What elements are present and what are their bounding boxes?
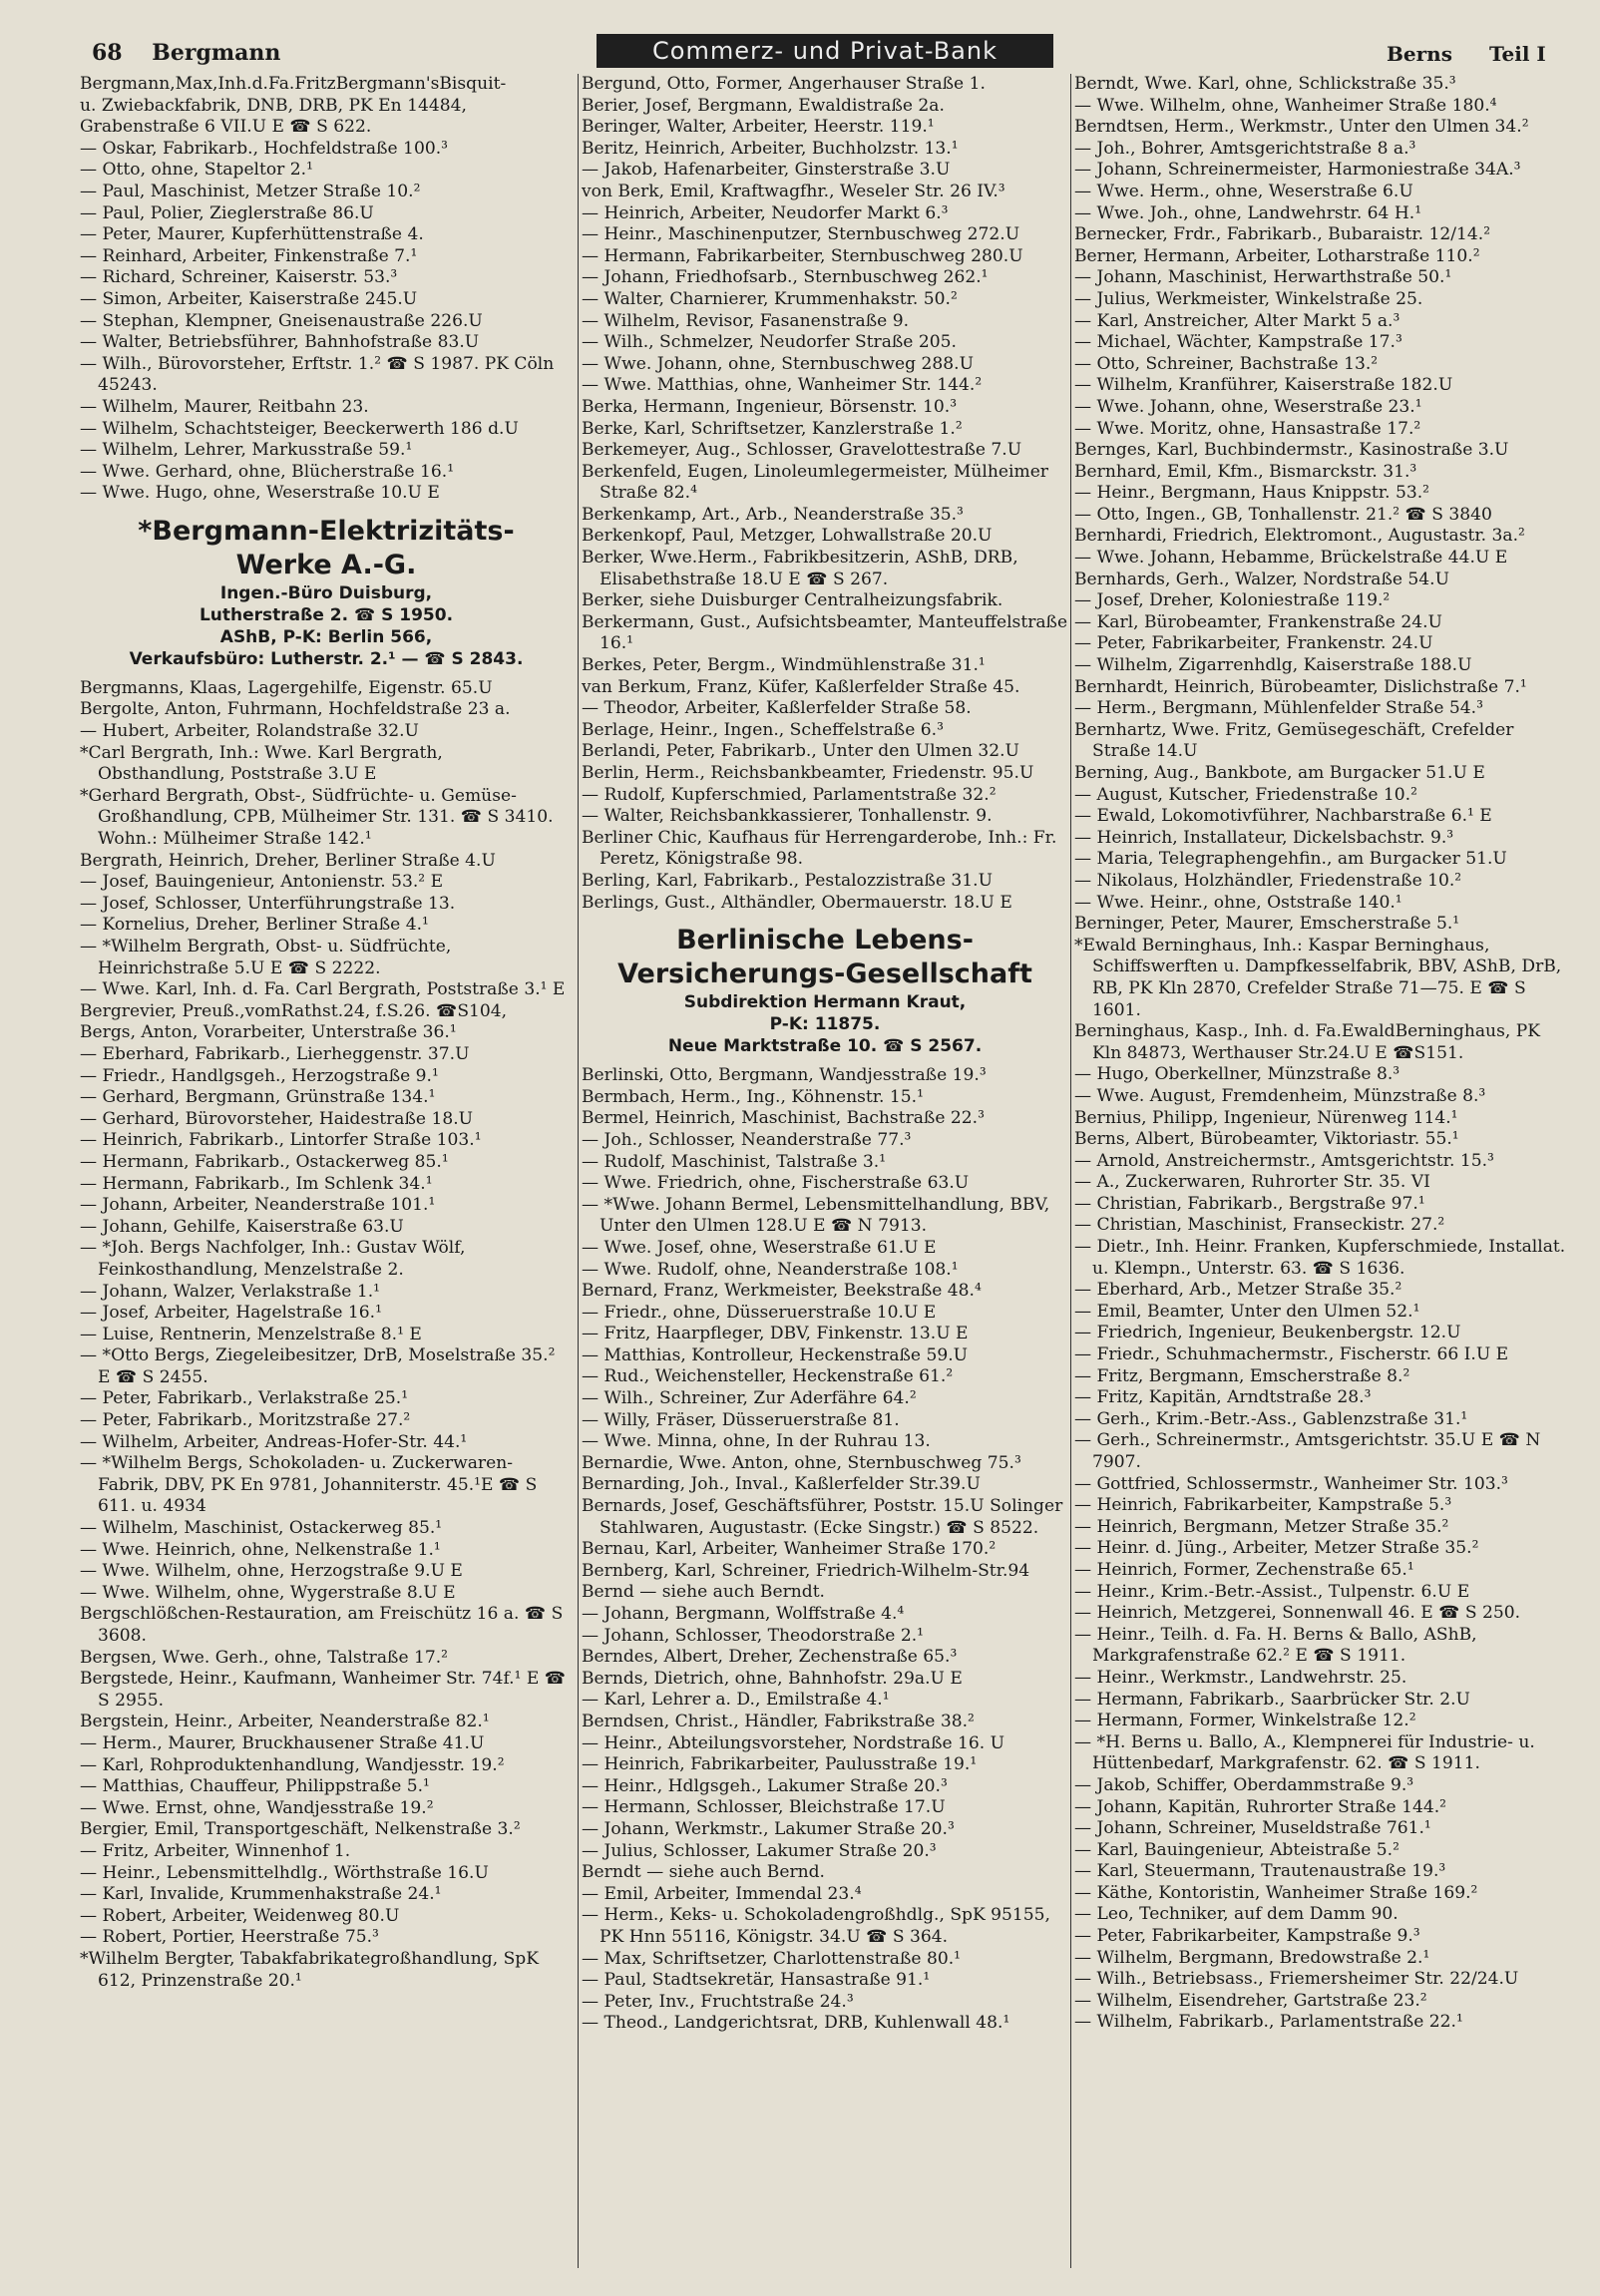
directory-entry: Bergsen, Wwe. Gerh., ohne, Talstraße 17.² bbox=[80, 1647, 449, 1668]
directory-entry: — Wwe. Rudolf, ohne, Neanderstraße 108.¹ bbox=[582, 1259, 959, 1280]
directory-entry: Berkenkopf, Paul, Metzger, Lohwallstraße 20.U bbox=[582, 526, 993, 547]
directory-entry: — Johann, Werkmstr., Lakumer Straße 20.³ bbox=[582, 1818, 955, 1839]
directory-entry: Grabenstraße 6 VII.U E ☎ S 622. bbox=[80, 117, 372, 138]
directory-entry: Bernardie, Wwe. Anton, ohne, Sternbuschweg 75.³ bbox=[582, 1452, 1021, 1473]
directory-entry: — Eberhard, Arb., Metzer Straße 35.² bbox=[1074, 1280, 1402, 1301]
directory-entry: — Heinr., Abteilungsvorsteher, Nordstraße 16. U bbox=[582, 1732, 1005, 1753]
advertisement-line: AShB, P-K: Berlin 566, bbox=[219, 626, 433, 647]
directory-entry: — Nikolaus, Holzhändler, Friedenstraße 10.² bbox=[1074, 870, 1462, 891]
directory-entry: — Hermann, Schlosser, Bleichstraße 17.U bbox=[582, 1797, 946, 1818]
directory-column-2 bbox=[578, 74, 1073, 2268]
directory-entry: — Fritz, Haarpfleger, DBV, Finkenstr. 13.U E bbox=[582, 1324, 969, 1344]
directory-column-1 bbox=[80, 74, 573, 2268]
directory-entry: — Otto, Schreiner, Bachstraße 13.² bbox=[1074, 353, 1379, 374]
directory-entry: — Herm., Keks- u. Schokoladengroßhdlg., SpK 95155, PK Hnn 55116, Königstr. 34.U ☎ S 364. bbox=[582, 1905, 1056, 1947]
directory-entry: — Wilh., Schmelzer, Neudorfer Straße 205. bbox=[582, 332, 957, 353]
directory-entry: — Emil, Beamter, Unter den Ulmen 52.¹ bbox=[1074, 1301, 1420, 1322]
directory-entry: — Hugo, Oberkellner, Münzstraße 8.³ bbox=[1074, 1064, 1400, 1085]
directory-entry: — Gerh., Krim.-Betr.-Ass., Gablenzstraße 31.¹ bbox=[1074, 1408, 1468, 1429]
directory-entry: — Johann, Gehilfe, Kaiserstraße 63.U bbox=[80, 1216, 404, 1237]
directory-entry: Bergstede, Heinr., Kaufmann, Wanheimer Str. 74f.¹ E ☎ S 2955. bbox=[80, 1669, 572, 1711]
directory-entry: — Heinrich, Bergmann, Metzer Straße 35.² bbox=[1074, 1516, 1449, 1537]
directory-entry: — Wilhelm, Eisendreher, Gartstraße 23.² bbox=[1074, 1990, 1427, 2011]
directory-entry: Bernberg, Karl, Schreiner, Friedrich-Wilhelm-Str.94 bbox=[582, 1560, 1030, 1581]
directory-entry: — Friedr., ohne, Düsseruerstraße 10.U E bbox=[582, 1302, 937, 1323]
directory-entry: Berns, Albert, Bürobeamter, Viktoriastr. 55.¹ bbox=[1074, 1129, 1459, 1150]
directory-entry: — Wilhelm, Arbeiter, Andreas-Hofer-Str. 44.¹ bbox=[80, 1431, 468, 1452]
directory-entry: — Joh., Schlosser, Neanderstraße 77.³ bbox=[582, 1129, 912, 1150]
directory-entry: — Wilhelm, Maschinist, Ostackerweg 85.¹ bbox=[80, 1518, 443, 1539]
directory-entry: Bernard, Franz, Werkmeister, Beekstraße 48.⁴ bbox=[582, 1281, 982, 1302]
bank-banner: Commerz- und Privat-Bank bbox=[597, 34, 1053, 68]
directory-entry: — Wwe. August, Fremdenheim, Münzstraße 8.³ bbox=[1074, 1085, 1486, 1106]
directory-entry: Berninger, Peter, Maurer, Emscherstraße 5.¹ bbox=[1074, 914, 1460, 935]
directory-entry: — Fritz, Kapitän, Arndtstraße 28.³ bbox=[1074, 1387, 1372, 1408]
directory-entry: — Johann, Arbeiter, Neanderstraße 101.¹ bbox=[80, 1195, 436, 1216]
directory-entry: Bergstein, Heinr., Arbeiter, Neanderstraße 82.¹ bbox=[80, 1712, 490, 1732]
page-header-right bbox=[1357, 42, 1546, 66]
directory-entry: — Oskar, Fabrikarb., Hochfeldstraße 100.³ bbox=[80, 138, 448, 159]
directory-entry: Berling, Karl, Fabrikarb., Pestalozzistraße 31.U bbox=[582, 870, 993, 891]
directory-entry: — Wilhelm, Fabrikarb., Parlamentstraße 22.¹ bbox=[1074, 2012, 1463, 2033]
directory-entry: — Christian, Maschinist, Franseckistr. 27.² bbox=[1074, 1215, 1445, 1236]
directory-entry: — Wwe. Joh., ohne, Landwehrstr. 64 H.¹ bbox=[1074, 202, 1422, 223]
directory-entry: — Johann, Walzer, Verlakstraße 1.¹ bbox=[80, 1281, 380, 1302]
directory-entry: — Karl, Bauingenieur, Abteistraße 5.² bbox=[1074, 1839, 1400, 1860]
directory-entry: — Peter, Fabrikarbeiter, Kampstraße 9.³ bbox=[1074, 1926, 1420, 1947]
directory-entry: Berndes, Albert, Dreher, Zechenstraße 65.³ bbox=[582, 1647, 958, 1668]
directory-entry: — Jakob, Schiffer, Oberdammstraße 9.³ bbox=[1074, 1774, 1414, 1795]
directory-entry: u. Zwiebackfabrik, DNB, DRB, PK En 14484, bbox=[80, 95, 467, 116]
directory-entry: — Jakob, Hafenarbeiter, Ginsterstraße 3.U bbox=[582, 160, 951, 181]
directory-entry: Berker, Wwe.Herm., Fabrikbesitzerin, AShB, DRB, Elisabethstraße 18.U E ☎ S 267. bbox=[582, 548, 1024, 589]
directory-entry: — Robert, Portier, Heerstraße 75.³ bbox=[80, 1927, 379, 1948]
directory-entry: — Julius, Schlosser, Lakumer Straße 20.³ bbox=[582, 1840, 937, 1861]
directory-entry: *Ewald Berninghaus, Inh.: Kaspar Berninghaus, Schiffswerften u. Dampfkesselfabrik, BBV, AShB, DrB, RB, PK Kln 2870, Crefelder Straße 71—75. E ☎ S 1601. bbox=[1074, 935, 1567, 1020]
directory-entry: van Berkum, Franz, Küfer, Kaßlerfelder Straße 45. bbox=[582, 676, 1020, 697]
directory-entry: — A., Zuckerwaren, Ruhrorter Str. 35. VI bbox=[1074, 1172, 1430, 1193]
directory-entry: — Willy, Fräser, Düsseruerstraße 81. bbox=[582, 1409, 900, 1430]
directory-entry: Bernius, Philipp, Ingenieur, Nürenweg 114.¹ bbox=[1074, 1107, 1458, 1128]
directory-entry: — Heinr., Werkmstr., Landwehrstr. 25. bbox=[1074, 1667, 1407, 1688]
directory-entry: — Peter, Fabrikarb., Verlakstraße 25.¹ bbox=[80, 1388, 409, 1409]
directory-entry: — Peter, Fabrikarbeiter, Frankenstr. 24.U bbox=[1074, 633, 1433, 654]
directory-entry: — Hermann, Fabrikarb., Saarbrücker Str. 2.U bbox=[1074, 1689, 1470, 1710]
directory-entry: — Wwe. Moritz, ohne, Hansastraße 17.² bbox=[1074, 418, 1421, 439]
page-number: 68 bbox=[92, 40, 123, 66]
directory-entry: Bermbach, Herm., Ing., Köhnenstr. 15.¹ bbox=[582, 1086, 924, 1107]
directory-entry: — Wwe. Wilhelm, ohne, Herzogstraße 9.U E bbox=[80, 1561, 463, 1582]
directory-entry: Berndsen, Christ., Händler, Fabrikstraße 38.² bbox=[582, 1711, 975, 1731]
directory-entry: — Heinr. d. Jüng., Arbeiter, Metzer Straße 35.² bbox=[1074, 1538, 1479, 1559]
advertisement-line: Verkaufsbüro: Lutherstr. 2.¹ — ☎ S 2843. bbox=[129, 648, 524, 669]
directory-entry: — *Wwe. Johann Bermel, Lebensmittelhandlung, BBV, Unter den Ulmen 128.U E ☎ N 7913. bbox=[582, 1194, 1055, 1237]
directory-entry: — Herm., Maurer, Bruckhausener Straße 41.U bbox=[80, 1732, 485, 1753]
directory-entry: — Hermann, Fabrikarbeiter, Sternbuschweg 280.U bbox=[582, 245, 1023, 266]
directory-entry: — Peter, Inv., Fruchtstraße 24.³ bbox=[582, 1991, 854, 2012]
directory-entry: — Reinhard, Arbeiter, Finkenstraße 7.¹ bbox=[80, 245, 418, 266]
directory-entry: — Kornelius, Dreher, Berliner Straße 4.¹ bbox=[80, 915, 429, 936]
directory-entry: — Fritz, Bergmann, Emscherstraße 8.² bbox=[1074, 1365, 1410, 1386]
directory-entry: — Simon, Arbeiter, Kaiserstraße 245.U bbox=[80, 288, 418, 309]
directory-entry: — Wwe. Ernst, ohne, Wandjesstraße 19.² bbox=[80, 1797, 434, 1818]
directory-entry: — Wwe. Minna, ohne, In der Ruhrau 13. bbox=[582, 1431, 931, 1452]
directory-entry: — Wwe. Hugo, ohne, Weserstraße 10.U E bbox=[80, 483, 440, 504]
directory-entry: — Michael, Wächter, Kampstraße 17.³ bbox=[1074, 332, 1402, 353]
directory-entry: Bernards, Josef, Geschäftsführer, Poststr. 15.U Solinger Stahlwaren, Augustastr. (Ecke Singstr.) ☎ S 8522. bbox=[582, 1496, 1068, 1538]
directory-entry: — Heinrich, Arbeiter, Neudorfer Markt 6.³ bbox=[582, 202, 949, 223]
directory-entry: — Heinr., Bergmann, Haus Knippstr. 53.² bbox=[1074, 483, 1429, 504]
directory-entry: Berninghaus, Kasp., Inh. d. Fa.EwaldBerninghaus, PK Kln 84873, Werthauser Str.24.U E ☎S151. bbox=[1074, 1021, 1546, 1063]
directory-entry: von Berk, Emil, Kraftwagfhr., Weseler Str. 26 IV.³ bbox=[582, 181, 1005, 201]
directory-entry: — Heinrich, Metzgerei, Sonnenwall 46. E ☎ S 250. bbox=[1074, 1603, 1521, 1624]
directory-entry: — Richard, Schreiner, Kaiserstr. 53.³ bbox=[80, 267, 398, 288]
directory-entry: — Paul, Polier, Zieglerstraße 86.U bbox=[80, 202, 374, 223]
directory-entry: — Friedr., Handlgsgeh., Herzogstraße 9.¹ bbox=[80, 1065, 439, 1086]
directory-entry: — Peter, Fabrikarb., Moritzstraße 27.² bbox=[80, 1410, 411, 1431]
directory-entry: — *Wilhelm Bergrath, Obst- u. Südfrüchte, Heinrichstraße 5.U E ☎ S 2222. bbox=[80, 937, 457, 978]
directory-entry: — Johann, Bergmann, Wolffstraße 4.⁴ bbox=[582, 1604, 905, 1624]
advertisement-line: Lutherstraße 2. ☎ S 1950. bbox=[199, 604, 454, 625]
directory-entry: Bernau, Karl, Arbeiter, Wanheimer Straße 170.² bbox=[582, 1539, 997, 1560]
directory-entry: Berndt, Wwe. Karl, ohne, Schlickstraße 35.³ bbox=[1074, 74, 1456, 94]
directory-entry: Bernhard, Emil, Kfm., Bismarckstr. 31.³ bbox=[1074, 461, 1417, 482]
directory-entry: — Hermann, Fabrikarb., Ostackerweg 85.¹ bbox=[80, 1151, 449, 1172]
directory-entry: Berndtsen, Herm., Werkmstr., Unter den Ulmen 34.² bbox=[1074, 117, 1529, 138]
directory-entry: — Matthias, Chauffeur, Philippstraße 5.¹ bbox=[80, 1776, 430, 1797]
directory-entry: — Wwe. Johann, ohne, Sternbuschweg 288.U bbox=[582, 353, 975, 374]
directory-entry: — Hubert, Arbeiter, Rolandstraße 32.U bbox=[80, 721, 419, 742]
directory-entry: — *Otto Bergs, Ziegeleibesitzer, DrB, Moselstraße 35.² E ☎ S 2455. bbox=[80, 1345, 561, 1387]
directory-entry: — Heinrich, Former, Zechenstraße 65.¹ bbox=[1074, 1559, 1414, 1580]
directory-entry: — Peter, Maurer, Kupferhüttenstraße 4. bbox=[80, 224, 424, 245]
directory-entry: — Wwe. Matthias, ohne, Wanheimer Str. 144.² bbox=[582, 375, 983, 396]
directory-entry: *Gerhard Bergrath, Obst-, Südfrüchte- u. Gemüse-Großhandlung, CPB, Mülheimer Str. 131. ☎ S 3410. Wohn.: Mülheimer Straße 142.¹ bbox=[80, 785, 559, 850]
directory-entry: Bergier, Emil, Transportgeschäft, Nelkenstraße 3.² bbox=[80, 1819, 521, 1840]
directory-entry: — Friedr., Schuhmachermstr., Fischerstr. 66 I.U E bbox=[1074, 1344, 1509, 1365]
directory-entry: — Heinr., Lebensmittelhdlg., Wörthstraße 16.U bbox=[80, 1862, 489, 1883]
directory-entry: — Wwe. Karl, Inh. d. Fa. Carl Bergrath, Poststraße 3.¹ E bbox=[80, 979, 566, 1000]
page-header-left bbox=[92, 40, 302, 66]
directory-entry: Berlandi, Peter, Fabrikarb., Unter den Ulmen 32.U bbox=[582, 741, 1019, 762]
advertisement-line: Berlinische Lebens- bbox=[676, 925, 974, 957]
advertisement-line: Werke A.-G. bbox=[235, 549, 417, 580]
directory-entry: *Wilhelm Bergter, Tabakfabrikategroßhandlung, SpK 612, Prinzenstraße 20.¹ bbox=[80, 1948, 545, 1991]
directory-entry: Bernhardi, Friedrich, Elektromont., Augustastr. 3a.² bbox=[1074, 526, 1525, 547]
directory-entry: — Walter, Reichsbankkassierer, Tonhallenstr. 9. bbox=[582, 806, 993, 827]
directory-entry: — Wwe. Friedrich, ohne, Fischerstraße 63.U bbox=[582, 1173, 970, 1194]
directory-entry: — Wilhelm, Zigarrenhdlg, Kaiserstraße 188.U bbox=[1074, 655, 1472, 676]
directory-entry: Bernhartz, Wwe. Fritz, Gemüsegeschäft, Crefelder Straße 14.U bbox=[1074, 719, 1519, 762]
directory-entry: Bernecker, Frdr., Fabrikarb., Bubaraistr. 12/14.² bbox=[1074, 224, 1491, 245]
directory-entry: — Emil, Arbeiter, Immendal 23.⁴ bbox=[582, 1883, 862, 1904]
directory-entry: — Wilhelm, Kranführer, Kaiserstraße 182.U bbox=[1074, 375, 1453, 396]
directory-entry: — Christian, Fabrikarb., Bergstraße 97.¹ bbox=[1074, 1193, 1425, 1214]
directory-entry: — Käthe, Kontoristin, Wanheimer Straße 169.² bbox=[1074, 1882, 1478, 1903]
directory-entry: Beringer, Walter, Arbeiter, Heerstr. 119.¹ bbox=[582, 117, 935, 138]
directory-entry: — Walter, Charnierer, Krummenhakstr. 50.² bbox=[582, 288, 958, 309]
directory-entry: — Luise, Rentnerin, Menzelstraße 8.¹ E bbox=[80, 1324, 422, 1344]
directory-entry: — Wwe. Johann, Hebamme, Brückelstraße 44.U E bbox=[1074, 548, 1508, 569]
directory-entry: — Rudolf, Kupferschmied, Parlamentstraße 32.² bbox=[582, 784, 997, 805]
directory-entry: — August, Kutscher, Friedenstraße 10.² bbox=[1074, 784, 1417, 805]
directory-entry: Bernges, Karl, Buchbindermstr., Kasinostraße 3.U bbox=[1074, 440, 1509, 461]
directory-entry: — Karl, Steuermann, Trautenaustraße 19.³ bbox=[1074, 1861, 1446, 1882]
directory-entry: — Wwe. Johann, ohne, Weserstraße 23.¹ bbox=[1074, 396, 1422, 417]
directory-entry: — Wilhelm, Schachtsteiger, Beeckerwerth 186 d.U bbox=[80, 418, 519, 439]
directory-entry: — Paul, Stadtsekretär, Hansastraße 91.¹ bbox=[582, 1970, 931, 1991]
directory-entry: — Friedrich, Ingenieur, Beukenbergstr. 12.U bbox=[1074, 1323, 1461, 1343]
directory-entry: — Heinr., Krim.-Betr.-Assist., Tulpenstr. 6.U E bbox=[1074, 1581, 1470, 1602]
directory-entry: Berkemeyer, Aug., Schlosser, Gravelottestraße 7.U bbox=[582, 440, 1022, 461]
directory-entry: — Johann, Maschinist, Herwarthstraße 50.¹ bbox=[1074, 267, 1452, 288]
header-part: Teil I bbox=[1488, 42, 1546, 66]
directory-entry: — Max, Schriftsetzer, Charlottenstraße 80.¹ bbox=[582, 1948, 961, 1969]
directory-entry: — Wilh., Bürovorsteher, Erftstr. 1.² ☎ S 1987. PK Cöln 45243. bbox=[80, 353, 560, 396]
advertisement-block bbox=[80, 515, 573, 670]
directory-entry: *Carl Bergrath, Inh.: Wwe. Karl Bergrath, Obsthandlung, Poststraße 3.U E bbox=[80, 742, 449, 785]
directory-entry: — Wwe. Wilhelm, ohne, Wanheimer Straße 180.⁴ bbox=[1074, 95, 1497, 116]
advertisement-block bbox=[582, 924, 1068, 1057]
directory-entry: — Wilh., Schreiner, Zur Aderfähre 64.² bbox=[582, 1388, 917, 1409]
advertisement-line: Subdirektion Hermann Kraut, bbox=[683, 992, 967, 1013]
directory-entry: — Hermann, Former, Winkelstraße 12.² bbox=[1074, 1711, 1416, 1731]
directory-entry: — Fritz, Arbeiter, Winnenhof 1. bbox=[80, 1840, 351, 1861]
directory-entry: — Wilhelm, Maurer, Reitbahn 23. bbox=[80, 396, 369, 417]
directory-entry: — Johann, Friedhofsarb., Sternbuschweg 262.¹ bbox=[582, 267, 989, 288]
directory-entry: — Karl, Rohproduktenhandlung, Wandjesstr. 19.² bbox=[80, 1754, 505, 1775]
directory-entry: Berkes, Peter, Bergm., Windmühlenstraße 31.¹ bbox=[582, 655, 986, 676]
directory-entry: — Otto, Ingen., GB, Tonhallenstr. 21.² ☎ S 3840 bbox=[1074, 504, 1492, 525]
directory-entry: — Wwe. Wilhelm, ohne, Wygerstraße 8.U E bbox=[80, 1582, 456, 1603]
directory-entry: Berker, siehe Duisburger Centralheizungsfabrik. bbox=[582, 590, 1003, 611]
directory-entry: — Robert, Arbeiter, Weidenweg 80.U bbox=[80, 1905, 400, 1926]
directory-entry: — *Joh. Bergs Nachfolger, Inh.: Gustav Wölf, Feinkosthandlung, Menzelstraße 2. bbox=[80, 1238, 471, 1280]
directory-entry: — Wwe. Herm., ohne, Weserstraße 6.U bbox=[1074, 181, 1413, 201]
directory-entry: — Gerhard, Bergmann, Grünstraße 134.¹ bbox=[80, 1087, 436, 1108]
directory-entry: — Heinrich, Fabrikarb., Lintorfer Straße 103.¹ bbox=[80, 1130, 482, 1151]
directory-entry: Berke, Karl, Schriftsetzer, Kanzlerstraße 1.² bbox=[582, 418, 963, 439]
directory-entry: — Josef, Dreher, Koloniestraße 119.² bbox=[1074, 590, 1391, 611]
directory-entry: — Theod., Landgerichtsrat, DRB, Kuhlenwall 48.¹ bbox=[582, 2013, 1010, 2034]
header-name-right: Berns bbox=[1387, 42, 1452, 66]
directory-entry: — Dietr., Inh. Heinr. Franken, Kupferschmiede, Installat. u. Klempn., Unterstr. 63. ☎ S 1636. bbox=[1074, 1237, 1571, 1279]
directory-entry: — Heinrich, Fabrikarbeiter, Kampstraße 5.³ bbox=[1074, 1495, 1452, 1516]
directory-column-3 bbox=[1070, 74, 1573, 2268]
directory-entry: Berlin, Herm., Reichsbankbeamter, Friedenstr. 95.U bbox=[582, 763, 1034, 783]
directory-entry: Berier, Josef, Bergmann, Ewaldistraße 2a. bbox=[582, 95, 945, 116]
directory-entry: — Stephan, Klempner, Gneisenaustraße 226.U bbox=[80, 310, 483, 331]
directory-entry: Beritz, Heinrich, Arbeiter, Buchholzstr. 13.¹ bbox=[582, 138, 959, 159]
directory-entry: — Wwe. Heinrich, ohne, Nelkenstraße 1.¹ bbox=[80, 1539, 441, 1560]
directory-entry: Bermel, Heinrich, Maschinist, Bachstraße 22.³ bbox=[582, 1108, 985, 1129]
directory-entry: — Leo, Techniker, auf dem Damm 90. bbox=[1074, 1904, 1399, 1925]
advertisement-line: Neue Marktstraße 10. ☎ S 2567. bbox=[667, 1036, 983, 1057]
directory-entry: — Wwe. Gerhard, ohne, Blücherstraße 16.¹ bbox=[80, 461, 455, 482]
directory-entry: — Wilhelm, Bergmann, Bredowstraße 2.¹ bbox=[1074, 1947, 1430, 1968]
directory-entry: — Karl, Lehrer a. D., Emilstraße 4.¹ bbox=[582, 1690, 890, 1711]
directory-entry: — Heinr., Hdlgsgeh., Lakumer Straße 20.³ bbox=[582, 1775, 948, 1796]
directory-entry: — Heinr., Teilh. d. Fa. H. Berns & Ballo, AShB, Markgrafenstraße 62.² E ☎ S 1911. bbox=[1074, 1624, 1483, 1667]
directory-entry: Bergund, Otto, Former, Angerhauser Straße 1. bbox=[582, 74, 986, 94]
directory-entry: — Ewald, Lokomotivführer, Nachbarstraße 6.¹ E bbox=[1074, 806, 1492, 827]
directory-entry: Berlage, Heinr., Ingen., Scheffelstraße 6.³ bbox=[582, 719, 944, 740]
directory-entry: — Hermann, Fabrikarb., Im Schlenk 34.¹ bbox=[80, 1173, 433, 1194]
directory-entry: Berkermann, Gust., Aufsichtsbeamter, Manteuffelstraße 16.¹ bbox=[582, 611, 1073, 654]
directory-entry: Bernhardt, Heinrich, Bürobeamter, Dislichstraße 7.¹ bbox=[1074, 676, 1527, 697]
advertisement-line: P-K: 11875. bbox=[769, 1014, 881, 1035]
advertisement-line: *Bergmann-Elektrizitäts- bbox=[138, 515, 515, 547]
directory-entry: — Heinrich, Fabrikarbeiter, Paulusstraße 19.¹ bbox=[582, 1754, 978, 1775]
directory-entry: Bergschlößchen-Restauration, am Freischütz 16 a. ☎ S 3608. bbox=[80, 1604, 569, 1646]
directory-entry: Bernarding, Joh., Inval., Kaßlerfelder Str.39.U bbox=[582, 1474, 981, 1495]
header-name-left: Bergmann bbox=[152, 40, 281, 66]
directory-entry: — Gerh., Schreinermstr., Amtsgerichtstr. 35.U E ☎ N 7907. bbox=[1074, 1430, 1546, 1472]
directory-entry: Bergs, Anton, Vorarbeiter, Unterstraße 36.¹ bbox=[80, 1022, 457, 1043]
directory-entry: — Matthias, Kontrolleur, Heckenstraße 59.U bbox=[582, 1344, 969, 1365]
directory-entry: — Johann, Schreiner, Museldstraße 761.¹ bbox=[1074, 1818, 1431, 1839]
directory-entry: — *Wilhelm Bergs, Schokoladen- u. Zuckerwaren-Fabrik, DBV, PK En 9781, Johanniterstr. 45.¹E ☎ S 611. u. 4934 bbox=[80, 1453, 543, 1517]
advertisement-line: Versicherungs-Gesellschaft bbox=[617, 958, 1032, 990]
directory-entry: — Karl, Invalide, Krummenhakstraße 24.¹ bbox=[80, 1884, 442, 1905]
advertisement-line: Ingen.-Büro Duisburg, bbox=[219, 582, 433, 603]
directory-entry: Bergrevier, Preuß.,vomRathst.24, f.S.26. ☎S104, bbox=[80, 1000, 508, 1021]
directory-entry: Bergrath, Heinrich, Dreher, Berliner Straße 4.U bbox=[80, 850, 496, 871]
directory-entry: — Karl, Anstreicher, Alter Markt 5 a.³ bbox=[1074, 310, 1400, 331]
directory-entry: Berkenkamp, Art., Arb., Neanderstraße 35.³ bbox=[582, 504, 964, 525]
directory-entry: — *H. Berns u. Ballo, A., Klempnerei für Industrie- u. Hüttenbedarf, Markgrafenstr. 62. ☎ S 1911. bbox=[1074, 1731, 1541, 1774]
directory-entry: — Maria, Telegraphengehfin., am Burgacker 51.U bbox=[1074, 849, 1507, 870]
directory-entry: — Wwe. Heinr., ohne, Oststraße 140.¹ bbox=[1074, 892, 1402, 913]
directory-entry: — Wilh., Betriebsass., Friemersheimer Str. 22/24.U bbox=[1074, 1969, 1519, 1990]
directory-entry: — Rudolf, Maschinist, Talstraße 3.¹ bbox=[582, 1151, 887, 1172]
directory-entry: Bernhards, Gerh., Walzer, Nordstraße 54.U bbox=[1074, 569, 1450, 589]
directory-entry: — Josef, Schlosser, Unterführungstraße 13. bbox=[80, 893, 456, 914]
directory-entry: — Joh., Bohrer, Amtsgerichtstraße 8 a.³ bbox=[1074, 138, 1416, 159]
directory-entry: Bernd — siehe auch Berndt. bbox=[582, 1582, 825, 1603]
directory-entry: — Herm., Bergmann, Mühlenfelder Straße 54.³ bbox=[1074, 698, 1483, 719]
directory-entry: — Wwe. Josef, ohne, Weserstraße 61.U E bbox=[582, 1237, 937, 1258]
directory-entry: — Heinr., Maschinenputzer, Sternbuschweg 272.U bbox=[582, 224, 1020, 245]
directory-entry: — Johann, Kapitän, Ruhrorter Straße 144.² bbox=[1074, 1796, 1446, 1817]
directory-entry: — Arnold, Anstreichermstr., Amtsgerichtstr. 15.³ bbox=[1074, 1150, 1494, 1171]
directory-entry: Berning, Aug., Bankbote, am Burgacker 51.U E bbox=[1074, 763, 1485, 783]
directory-entry: — Wilhelm, Lehrer, Markusstraße 59.¹ bbox=[80, 440, 413, 461]
directory-entry: Berner, Hermann, Arbeiter, Lotharstraße 110.² bbox=[1074, 245, 1480, 266]
directory-entry: — Karl, Bürobeamter, Frankenstraße 24.U bbox=[1074, 611, 1442, 632]
directory-entry: — Johann, Schlosser, Theodorstraße 2.¹ bbox=[582, 1625, 924, 1646]
directory-entry: Bergolte, Anton, Fuhrmann, Hochfeldstraße 23 a. bbox=[80, 699, 511, 720]
directory-entry: — Wilhelm, Revisor, Fasanenstraße 9. bbox=[582, 310, 910, 331]
directory-entry: Berliner Chic, Kaufhaus für Herrengarderobe, Inh.: Fr. Peretz, Königstraße 98. bbox=[582, 827, 1062, 870]
directory-entry: Berndt — siehe auch Bernd. bbox=[582, 1862, 825, 1883]
directory-entry: — Paul, Maschinist, Metzer Straße 10.² bbox=[80, 181, 421, 201]
directory-entry: Bergmann,Max,Inh.d.Fa.FritzBergmann'sBisquit- bbox=[80, 74, 507, 94]
directory-entry: Berlinski, Otto, Bergmann, Wandjesstraße 19.³ bbox=[582, 1065, 987, 1086]
directory-entry: Bernds, Dietrich, ohne, Bahnhofstr. 29a.U E bbox=[582, 1668, 963, 1689]
directory-entry: — Walter, Betriebsführer, Bahnhofstraße 83.U bbox=[80, 332, 480, 353]
directory-entry: Berlings, Gust., Althändler, Obermauerstr. 18.U E bbox=[582, 892, 1012, 913]
directory-entry: — Julius, Werkmeister, Winkelstraße 25. bbox=[1074, 288, 1423, 309]
directory-entry: Berka, Hermann, Ingenieur, Börsenstr. 10.³ bbox=[582, 396, 958, 417]
directory-entry: — Johann, Schreinermeister, Harmoniestraße 34A.³ bbox=[1074, 160, 1521, 181]
directory-entry: — Josef, Bauingenieur, Antonienstr. 53.² E bbox=[80, 872, 444, 893]
directory-entry: Berkenfeld, Eugen, Linoleumlegermeister, Mülheimer Straße 82.⁴ bbox=[582, 461, 1054, 504]
directory-entry: — Rud., Weichensteller, Heckenstraße 61.² bbox=[582, 1366, 954, 1387]
directory-entry: — Eberhard, Fabrikarb., Lierheggenstr. 37.U bbox=[80, 1043, 470, 1064]
directory-entry: — Gerhard, Bürovorsteher, Haidestraße 18.U bbox=[80, 1108, 474, 1129]
directory-entry: Bergmanns, Klaas, Lagergehilfe, Eigenstr. 65.U bbox=[80, 677, 493, 698]
directory-entry: — Gottfried, Schlossermstr., Wanheimer Str. 103.³ bbox=[1074, 1473, 1508, 1494]
directory-entry: — Heinrich, Installateur, Dickelsbachstr. 9.³ bbox=[1074, 827, 1454, 848]
directory-entry: — Josef, Arbeiter, Hagelstraße 16.¹ bbox=[80, 1303, 382, 1324]
directory-entry: — Theodor, Arbeiter, Kaßlerfelder Straße 58. bbox=[582, 698, 972, 719]
directory-entry: — Otto, ohne, Stapeltor 2.¹ bbox=[80, 160, 313, 181]
